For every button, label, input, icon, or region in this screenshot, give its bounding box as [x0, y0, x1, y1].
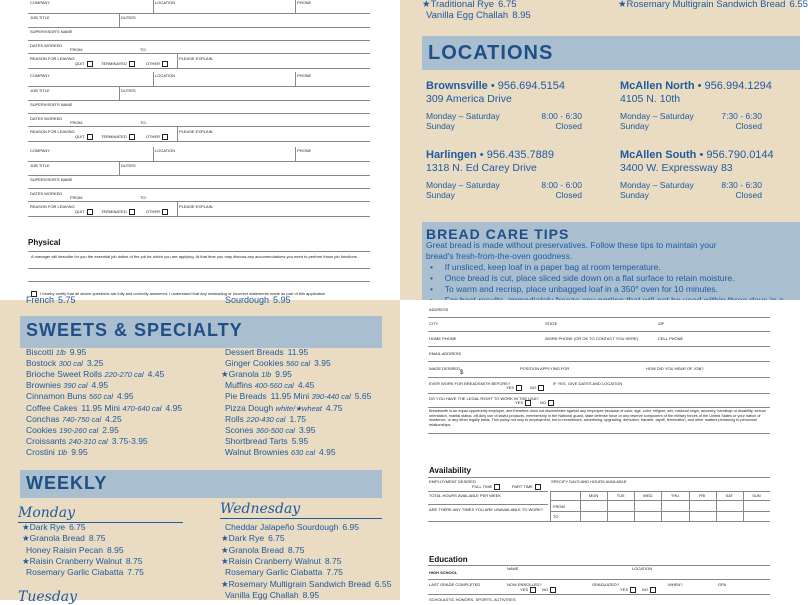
- quit-checkbox[interactable]: [87, 134, 93, 140]
- worked-before-yes[interactable]: [516, 385, 522, 391]
- terminated-checkbox[interactable]: [129, 134, 135, 140]
- terminated-checkbox[interactable]: [129, 209, 135, 215]
- menu-item: Crostini 1lb 9.95: [26, 446, 88, 457]
- menu-item: ★Traditional Rye 6.75: [422, 0, 517, 10]
- menu-item: Muffins 400-560 cal 4.45: [225, 380, 315, 391]
- menu-item: Vanilla Egg Challah 8.95: [225, 589, 320, 600]
- store-2: Harlingen • 956.435.7889 1318 N. Ed Carey Drive Monday – Saturday 8:00 - 6:00 Sunday Closed: [426, 149, 582, 200]
- other-checkbox[interactable]: [162, 209, 168, 215]
- menu-item: ★Granola 1lb 9.95: [221, 369, 292, 380]
- menu-item: ★Rosemary Multigrain Sandwich Bread 6.55: [221, 578, 392, 589]
- menu-item: Walnut Brownies 630 cal 4.95: [225, 446, 336, 457]
- application-form: ADDRESS CITY STATE ZIP HOME PHONE WORK PHONE (OR OK TO CONTACT YOU HERE) CELL PHONE EMAIL ADDRESS WAGE DESIRED $ POSITION APPLYING FOR HOW DID YOU HEAR OF JOB? EVER WORK FOR BREADSMITH BEFORE? YES NO IF YES, GIVE DATES AND LOCATION DO YOU HAVE THE LEGAL RIGHT TO WORK IN THE USA? YES NO Breadsmith is an equal opportunity employer, and therefore does not discriminate against any employee because of color, age, color, religion, sex, national origin, ancestry, handicap or disability, sexual orientation, marital status, off-duty use of lawful products, membership in the National guard, state defense force or any reserve component of the military forces of the United States or your nation of residence, or any other legally basis. This policy not only to employment, but to recruitment, advertising, upgrading, demotion, transfer, layoff, termination, and other matters pertaining to personnel relationships. Availability EMPLOYMENT DESIRED FULL TIME PART TIME SPECIFY DAYS AND HOURS AVAILABLE TOTAL HOURS AVAILABLE PER WEEK ARE THERE ANY TIMES YOU ARE UNAVAILABLE TO WORK? MON TUE WED THU FRI SAT SUN FROM TO Education HIGH SCHOOL NAME LOCATION LAST GRADE COMPLETED NOW ENROLLED? YES NO GRADUATED? YES NO WHEN? GPA SCHOLASTIC HONORS, SPORTS, ACTIVITIES: [400, 300, 800, 600]
- store-0: Brownsville • 956.694.5154 309 America Drive Monday – Saturday 8:00 - 6:30 Sunday Closed: [426, 80, 582, 131]
- graduated-yes[interactable]: [630, 587, 636, 593]
- menu-item: Rolls 220-430 cal 1.75: [225, 413, 307, 424]
- store-address: 4105 N. 10th: [620, 93, 681, 105]
- store-phone: 956.994.1294: [704, 80, 772, 92]
- enrolled-yes[interactable]: [530, 587, 536, 593]
- menu-item: ★Raisin Cranberry Walnut 8.75: [22, 555, 143, 566]
- bread-care-intro: Great bread is made without preservatives. Follow these tips to maintain your bread's fresh-from-the-oven goodness.: [426, 240, 717, 261]
- sweets-title: SWEETS & SPECIALTY: [26, 320, 243, 340]
- employment-entry: COMPANY LOCATION PHONE JOB TITLE DUTIES SUPERVISOR'S NAME DATES WORKED FROM: TO: REASON FOR LEAVING QUIT TERMINATED OTHER PLEASE EXPLAIN: [0, 70, 400, 140]
- physical-text: A manager will describe for you the essential job duties of the job for which you are applying. At that time you may discuss any accommodations you need to perform those job functions.: [31, 254, 358, 259]
- menu-item: Conchas 740-750 cal 4.25: [26, 413, 122, 424]
- menu-item: ★Rosemary Multigrain Sandwich Bread 6.55: [618, 0, 808, 10]
- menu-item: Brioche Sweet Rolls 220-270 cal 4.45: [26, 369, 165, 380]
- tip-item: • If unsliced, keep loaf in a paper bag at room temperature.: [430, 262, 661, 272]
- menu-item: Sourdough 5.95: [225, 295, 291, 305]
- graduated-no[interactable]: [650, 587, 656, 593]
- other-checkbox[interactable]: [162, 61, 168, 67]
- menu-item: Pie Breads 11.95 Mini 390-440 cal 5.65: [225, 391, 372, 402]
- day-tuesday: Tuesday: [18, 589, 78, 605]
- legal-right-yes[interactable]: [525, 400, 531, 406]
- day-wednesday: Wednesday: [220, 501, 301, 517]
- menu-item: Honey Raisin Pecan 8.95: [26, 544, 124, 555]
- menu-item: Bostock 300 cal 3.25: [26, 358, 104, 369]
- menu-item: ★Dark Rye 6.75: [221, 533, 285, 544]
- full-time-checkbox[interactable]: [494, 484, 500, 490]
- menu-item: Ginger Cookies 560 cal 3.95: [225, 358, 331, 369]
- menu-item: Cookies 190-260 cal 2.95: [26, 424, 119, 435]
- locations-banner: [422, 36, 800, 70]
- tip-item: • To warm and recrisp, place unbagged loaf in a 350° oven for 10 minutes.: [430, 284, 718, 294]
- menu-item: Rosemary Garlic Ciabatta 7.75: [225, 567, 343, 578]
- sweets-specialty-panel: [0, 295, 400, 605]
- education-heading: Education: [429, 555, 468, 564]
- locations-title: LOCATIONS: [428, 42, 554, 64]
- store-address: 1318 N. Ed Carey Drive: [426, 162, 537, 174]
- menu-item: ★Raisin Cranberry Walnut 8.75: [221, 555, 342, 566]
- menu-item: Cheddar Jalapeño Sourdough 6.95: [225, 522, 359, 532]
- store-3: McAllen South • 956.790.0144 3400 W. Expressway 83 Monday – Saturday 8:30 - 6:30 Sunday Closed: [620, 149, 774, 200]
- sweets-banner: [20, 316, 382, 348]
- employment-entry: COMPANY LOCATION PHONE JOB TITLE DUTIES SUPERVISOR'S NAME DATES WORKED FROM: TO: REASON FOR LEAVING QUIT TERMINATED OTHER PLEASE EXPLAIN: [0, 0, 400, 67]
- store-1: McAllen North • 956.994.1294 4105 N. 10th Monday – Saturday 7:30 - 6:30 Sunday Closed: [620, 80, 772, 131]
- weekly-banner: [20, 470, 382, 498]
- availability-heading: Availability: [429, 466, 471, 475]
- menu-item: ★Granola Bread 8.75: [221, 544, 305, 555]
- store-name: Harlingen • 956.435.7889: [426, 149, 555, 161]
- employment-entry: COMPANY LOCATION PHONE JOB TITLE DUTIES SUPERVISOR'S NAME DATES WORKED FROM: TO: REASON FOR LEAVING QUIT TERMINATED OTHER PLEASE EXPLAIN: [0, 145, 400, 215]
- menu-item: ★Granola Bread 8.75: [22, 533, 106, 544]
- store-name: Brownsville • 956.694.5154: [426, 80, 566, 92]
- menu-item: ★Dark Rye 6.75: [22, 522, 86, 532]
- menu-item: Rosemary Garlic Ciabatta 7.75: [26, 567, 144, 578]
- worked-before-no[interactable]: [538, 385, 544, 391]
- store-name: McAllen North • 956.994.1294: [620, 80, 772, 92]
- quit-checkbox[interactable]: [87, 209, 93, 215]
- certify-text: I hereby certify that all above questions are fully and correctly answered. I understand that any misleading or incorrect statements made as part of this application: [31, 291, 391, 297]
- part-time-checkbox[interactable]: [535, 484, 541, 490]
- enrolled-no[interactable]: [550, 587, 556, 593]
- locations-panel: [400, 0, 808, 300]
- menu-item: Coffee Cakes 11.95 Mini 470-640 cal 4.95: [26, 402, 183, 413]
- menu-item: French 5.75: [26, 295, 76, 305]
- eeo-statement: Breadsmith is an equal opportunity employer, and therefore does not discriminate against any employee because of color, age, color, religion, sex, national origin, ancestry, handicap or disability, sexual orientation, marital status, off-duty use of lawful products, membership in the National guard, state defense force or any reserve component of the military forces of the United States or your nation of residence, or any other legally basis. This policy not only to employment, but to recruitment, advertising, upgrading, demotion, transfer, layoff, termination, and other matters pertaining to personnel relationships.: [429, 409, 766, 428]
- employment-history-form: [0, 0, 400, 300]
- day-monday: Monday: [18, 505, 75, 521]
- store-phone: 956.694.5154: [497, 80, 566, 92]
- tip-item: • Once bread is cut, place sliced side down on a flat surface to retain moisture.: [430, 273, 735, 283]
- bread-care-title: BREAD CARE TIPS: [426, 226, 570, 242]
- menu-item: Shortbread Tarts 5.95: [225, 435, 309, 446]
- menu-item: Vanilla Egg Challah 8.95: [426, 10, 531, 21]
- menu-item: Cinnamon Buns 560 cal 4.95: [26, 391, 134, 402]
- store-phone: 956.435.7889: [486, 149, 555, 161]
- menu-item: Brownies 390 cal 4.95: [26, 380, 109, 391]
- physical-heading: Physical: [28, 238, 61, 247]
- store-name: McAllen South • 956.790.0144: [620, 149, 774, 161]
- menu-item: Croissants 240-310 cal 3.75-3.95: [26, 435, 148, 446]
- menu-item: Pizza Dough white/★wheat 4.75: [225, 402, 343, 413]
- menu-item: Biscotti 1lb 9.95: [26, 347, 87, 357]
- store-address: 309 America Drive: [426, 93, 512, 105]
- other-checkbox[interactable]: [162, 134, 168, 140]
- legal-right-no[interactable]: [548, 400, 554, 406]
- store-address: 3400 W. Expressway 83: [620, 162, 733, 174]
- terminated-checkbox[interactable]: [129, 61, 135, 67]
- menu-item: Dessert Breads 11.95: [225, 347, 309, 357]
- weekly-title: WEEKLY: [26, 473, 108, 493]
- store-phone: 956.790.0144: [706, 149, 774, 161]
- quit-checkbox[interactable]: [87, 61, 93, 67]
- menu-item: Scones 360-500 cal 3.95: [225, 424, 316, 435]
